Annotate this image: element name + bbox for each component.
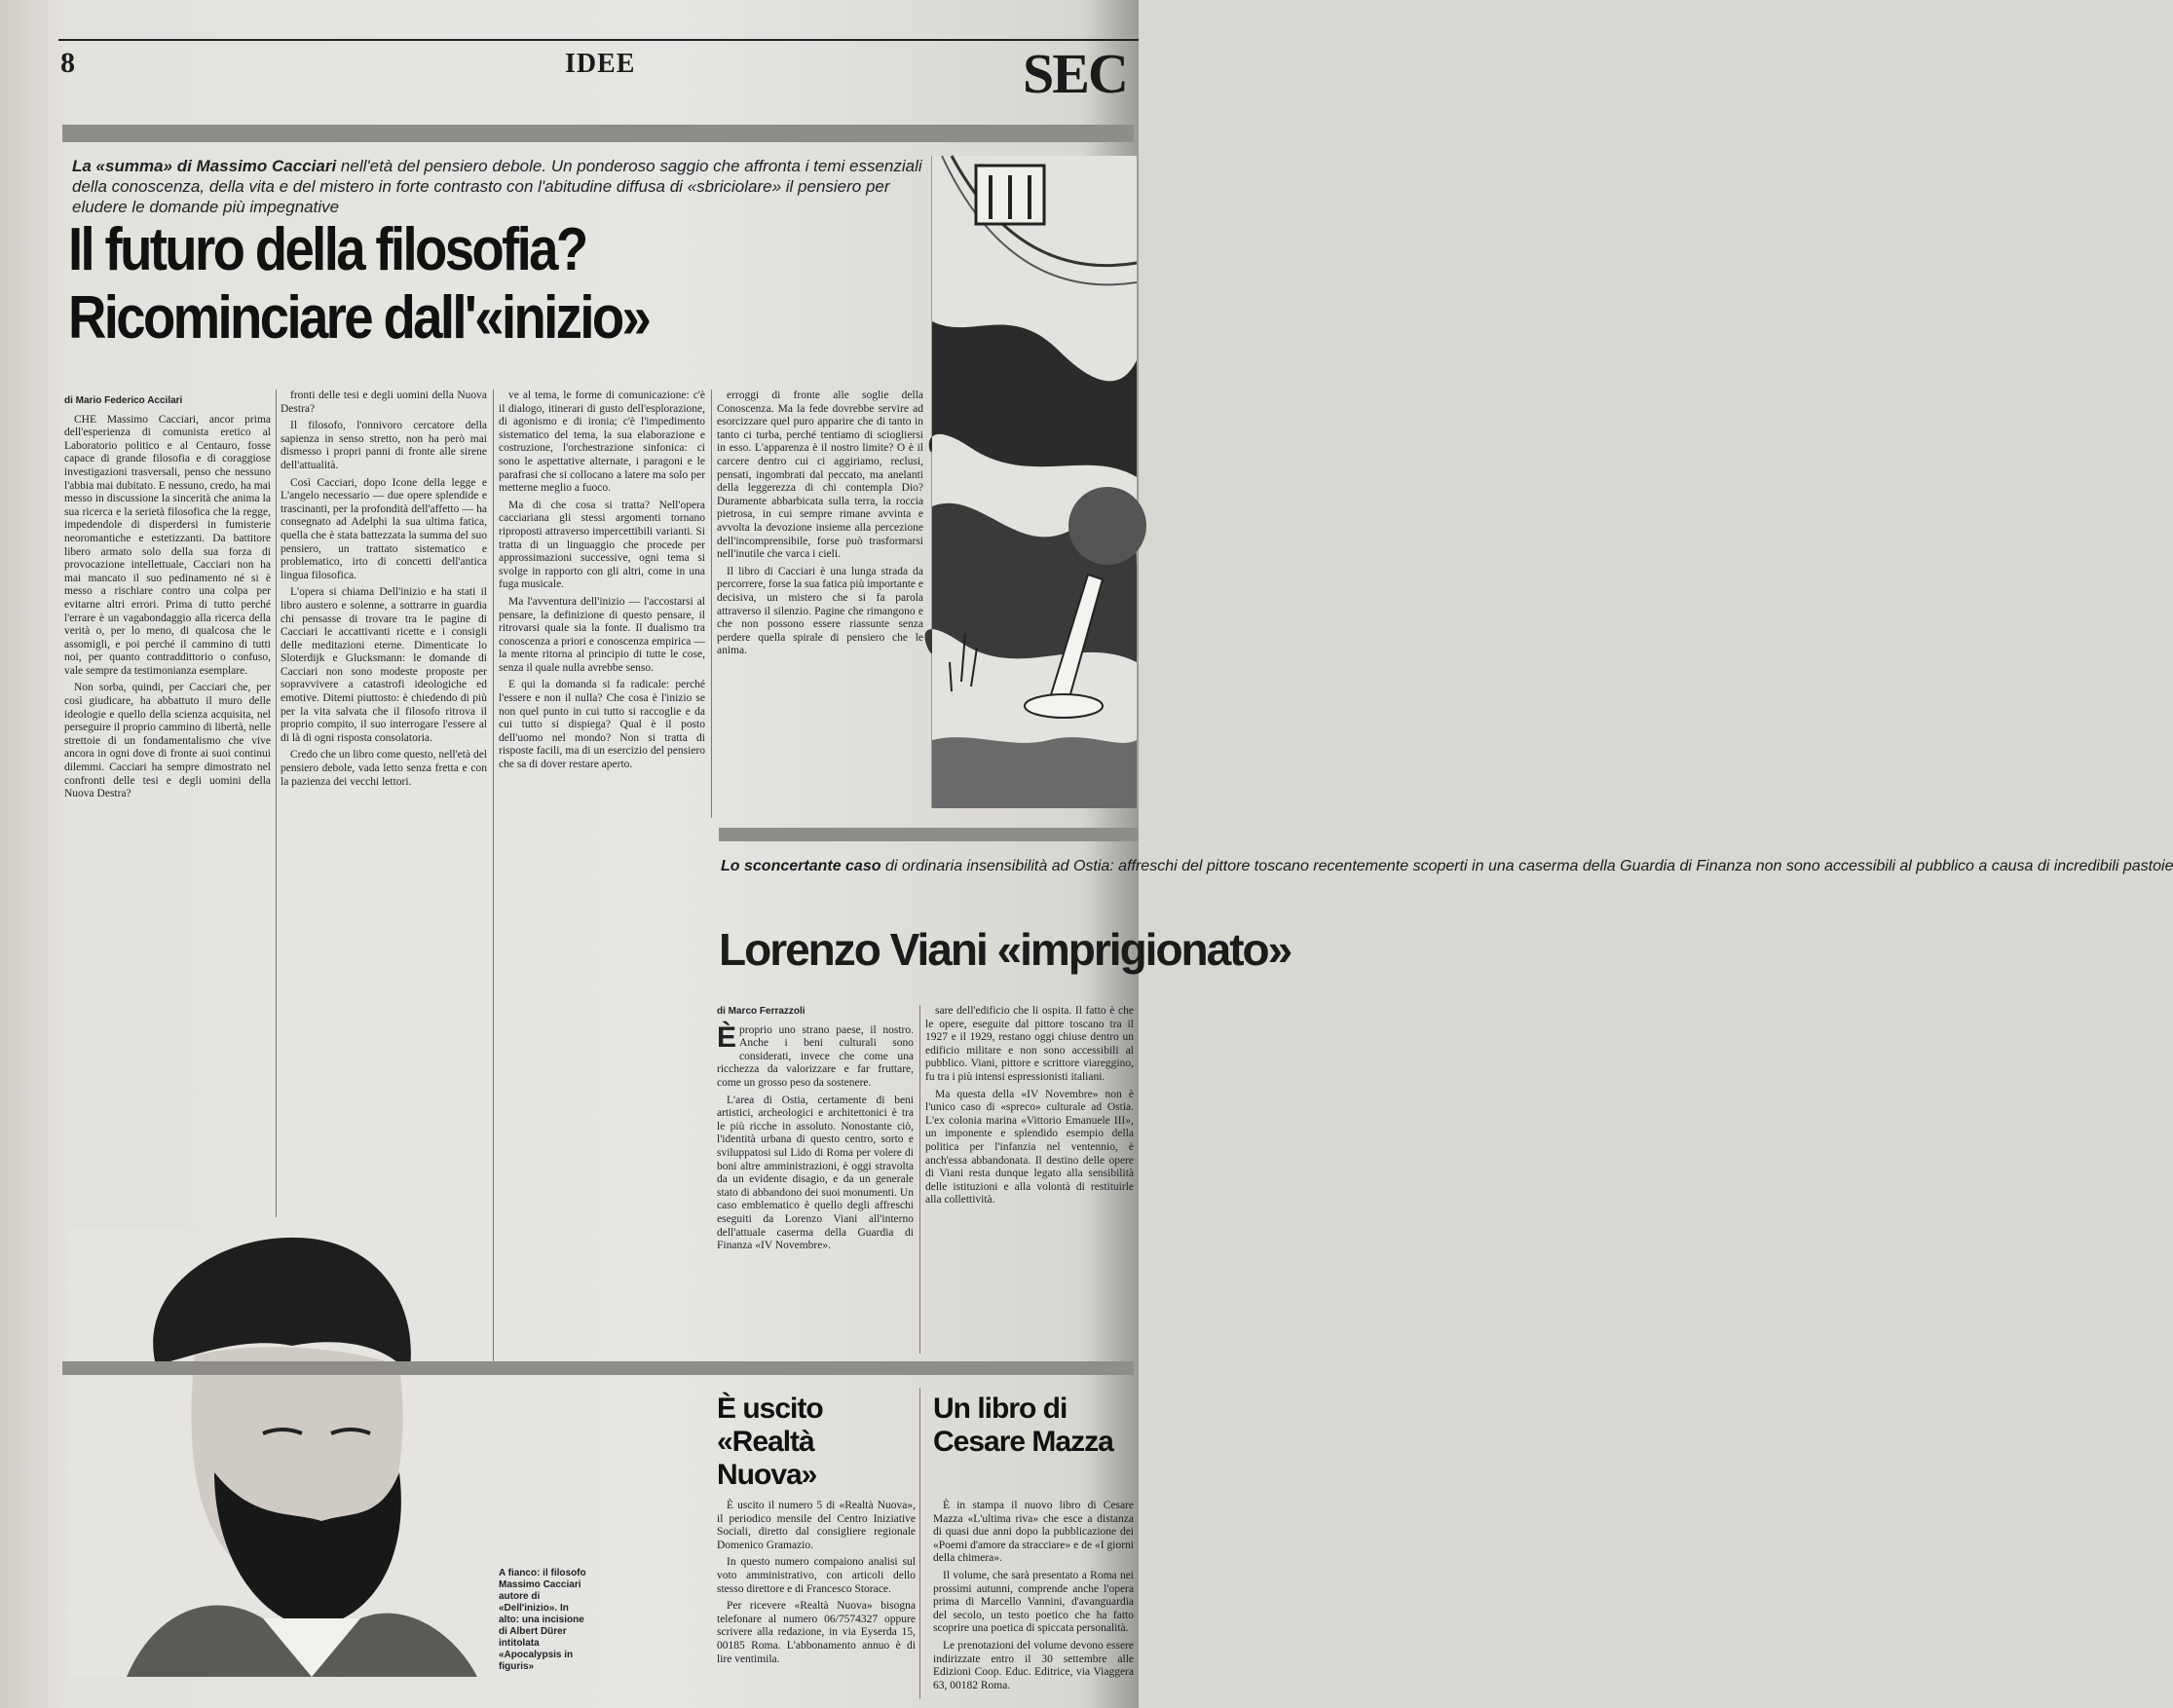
kicker-bold: La «summa» di Massimo Cacciari bbox=[72, 157, 337, 175]
viani-column-1 bbox=[717, 1005, 914, 1354]
column-rule bbox=[276, 390, 277, 1217]
viani-band bbox=[719, 828, 1138, 841]
photo-caption: A fianco: il filosofo Massimo Cacciari autore di «Dell'inizio». In alto: una incisione di Albert Dürer intitolata «Apocalypsis in figuris» bbox=[499, 1568, 586, 1672]
article-kicker bbox=[72, 156, 929, 217]
box1-para: È uscito il numero 5 di «Realtà Nuova», il periodico mensile del Centro Iniziative Sociali, diretto dal consigliere regionale Domenico Gramazio. bbox=[717, 1500, 916, 1551]
realta-nuova-body bbox=[717, 1500, 916, 1694]
section-band bbox=[62, 125, 1134, 142]
top-rule bbox=[58, 39, 1139, 41]
column-rule bbox=[919, 1388, 920, 1699]
viani-para: Ma questa della «IV Novembre» non è l'unico caso di «spreco» culturale ad Ostia. L'ex colonia marina «Vittorio Emanuele III», un imponente e splendido esempio della politica per l'infanzia nel ventennio, è anch'essa abbandonata. Il destino delle opere di Viani resta dunque legato alla sensibilità delle istituzioni e alla volontà di restituirle alla collettività. bbox=[925, 1088, 1134, 1207]
col3-para: ve al tema, le forme di comunicazione: c'è il dialogo, itinerari di gusto dell'esplorazione, di agonismo e di ironia; c'è l'impedimento sistematico del tema, la sua elaborazione e costruzione, l'orchestrazione sinfonica: ci sono le aspettative alternate, i paragoni e le parafrasi che si collocano a latere ma solo per metterne meglio a fuoco. bbox=[499, 390, 705, 495]
box2-para: Le prenotazioni del volume devono essere indirizzate entro il 30 settembre alle Edizioni Coop. Educ. Editrice, via Viaggera 63, 00182 Roma. bbox=[933, 1639, 1134, 1691]
viani-kicker-bold: Lo sconcertante caso bbox=[721, 858, 881, 874]
col3-para: Ma di che cosa si tratta? Nell'opera cacciariana gli stessi argomenti tornano riproposti attraverso impercettibili varianti. Si tratta di un linguaggio che procede per approssimazioni successive, ogni tema si svolge in rapporto con gli altri, come in una fuga musicale. bbox=[499, 499, 705, 591]
viani-column-2 bbox=[925, 1005, 1134, 1354]
col2-para: Il filosofo, l'onnivoro cercatore della sapienza in senso stretto, non ha però mai dismesso i propri panni di fronte alle sirene dell'attualità. bbox=[281, 420, 487, 471]
col3-para: E qui la domanda si fa radicale: perché l'essere e non il nulla? Che cosa è l'inizio se non quel punto in cui tutto si raccoglie e da cui tutto si dispiega? Qual è il posto dell'uomo nel mondo? Non si tratta di risposte facili, ma di un esercizio del pensiero che sa di dover restare aperto. bbox=[499, 679, 705, 771]
article-column-1 bbox=[64, 394, 271, 1215]
kicker-rest: nell'età del pensiero debole. Un ponderoso saggio che affronta i temi essenziali della conoscenza, della vita e del mistero in forte contrasto con l'abitudine diffusa di «sbriciolare» il pensiero per eludere le domande più impegnative bbox=[72, 157, 922, 216]
cacciari-portrait-photo bbox=[68, 1229, 477, 1677]
viani-headline: Lorenzo Viani «imprigionato» bbox=[719, 924, 1292, 975]
lower-band bbox=[62, 1361, 1134, 1375]
viani-para: proprio uno strano paese, il nostro. Anche i beni culturali sono considerati, invece che come una ricchezza da valorizzare e far fruttare, come un grosso peso da sostenere. bbox=[717, 1023, 914, 1089]
realta-nuova-title: È uscito «Realtà Nuova» bbox=[717, 1392, 823, 1491]
column-rule bbox=[493, 390, 494, 1363]
col2-para: L'opera si chiama Dell'inizio e ha stati il libro austero e solenne, a sottrarre in guardia chi pensasse di trovare tra le pagine di Cacciari le accattivanti ricette e i consigli delle meditazioni eterne. Dimenticate lo Sloterdijk e Glucksmann: le domande di Cacciari non sono modeste proposte per sopravvivere a catastrofi ideologiche ed emotive. Ditemi piuttosto: è chiedendo di più per la vita salvata che il filosofo ritrova il proprio compito, il suo interrogare l'essere al di là di ogni risposta consolatoria. bbox=[281, 586, 487, 744]
article-column-2 bbox=[281, 390, 487, 1217]
viani-para: sare dell'edificio che li ospita. Il fatto è che le opere, eseguite dal pittore toscano tra il 1927 e il 1929, restano oggi chiuse dentro un edificio militare e non sono accessibili al pubblico. Viani, pittore e scrittore viareggino, fu tra i più intensi espressionisti italiani. bbox=[925, 1005, 1134, 1083]
headline-line-2: Ricominciare dall'«inizio» bbox=[68, 284, 650, 352]
box2-para: Il volume, che sarà presentato a Roma nei prossimi autunni, comprende anche l'opera prima di Marcello Vannini, d'avanguardia del secolo, un testo poetico che ha fatto scoprire una poetica di spiccata personalità. bbox=[933, 1569, 1134, 1635]
engraving-drawing bbox=[932, 156, 1137, 808]
box2-para: È in stampa il nuovo libro di Cesare Mazza «L'ultima riva» che esce a distanza di quasi due anni dopo la pubblicazione dei «Poemi d'amore da stracciare» e de «I giorni della chimera». bbox=[933, 1500, 1134, 1565]
box1-para: In questo numero compaiono analisi sul voto amministrativo, con articoli dello stesso direttore e di Francesco Storace. bbox=[717, 1556, 916, 1595]
article-column-4 bbox=[717, 390, 923, 810]
col4-para: Il libro di Cacciari è una lunga strada da percorrere, forse la sua fatica più importante e decisiva, un mistero che si fa parola attraverso il silenzio. Pagine che rimangono e che non possono essere riassunte senza perdere quella spirale di pensiero che le anima. bbox=[717, 565, 924, 657]
section-name: IDEE bbox=[565, 49, 636, 79]
col2-para: Credo che un libro come questo, nell'età del pensiero debole, vada letto senza fretta e con la pazienza dei vecchi lettori. bbox=[281, 749, 487, 788]
col1-para: Non sorba, quindi, per Cacciari che, per così giudicare, ha abbattuto il muro delle ideologie e quello della scienza acquisita, nel perseguire il proprio cammino di libertà, nelle strettoie di un fondamentalismo che vive ancora in ogni dove di fronte ai suoi continui dilemmi. Cacciari ha sempre dimostrato nel confronti delle tesi e degli uomini della Nuova Destra? bbox=[64, 682, 271, 800]
viani-dropcap: È bbox=[717, 1021, 737, 1054]
column-rule bbox=[919, 1005, 920, 1354]
page-number: 8 bbox=[60, 47, 75, 79]
viani-para: L'area di Ostia, certamente di beni artistici, archeologici e architettonici è tra le più ricche in assoluto. Nonostante ciò, l'identità urbana di questo centro, sorto e sviluppatosi sul Lido di Roma per volere di boni altre amministrazioni, è oggi stravolta da un evidente disagio, e da un generale stato di abbandono dei suoi monumenti. Un caso emblematico è quello degli affreschi eseguiti da Lorenzo Viani all'interno dell'attuale caserma della Guardia di Finanza «IV Novembre». bbox=[717, 1094, 914, 1252]
article-headline bbox=[68, 216, 822, 353]
column-rule bbox=[711, 390, 712, 818]
masthead-fragment: SEC bbox=[1023, 42, 1127, 105]
viani-kicker-rest: di ordinaria insensibilità ad Ostia: affreschi del pittore toscano recentemente scoperti in una caserma della Guardia di Finanza non sono accessibili al pubblico a causa di incredibili pastoie bbox=[880, 858, 2173, 874]
portrait-drawing bbox=[68, 1229, 477, 1677]
viani-byline: di Marco Ferrazzoli bbox=[717, 1006, 806, 1017]
col4-para: erroggi di fronte alle soglie della Conoscenza. Ma la fede dovrebbe servire ad esorcizzare quel puro apparire che di tanto in tanto ci turba, perché tentiamo di sciogliersi in esso. L'apparenza è il nostro limite? O è il carcere dentro cui ci aggiriamo, reclusi, pensati, ingombrati dal peccato, ma anelanti della leggerezza di chi contempla Dio? Duramente abbarbicata sulla terra, la roccia pietrosa, in cui sempre rimane avvinta e avvolta la devozione insieme alla percezione dell'incomprensibile, forse può trasformarsi nell'inutile che varca i cieli. bbox=[717, 390, 923, 561]
headline-line-1: Il futuro della filosofia? bbox=[68, 216, 586, 283]
cesare-mazza-title: Un libro di Cesare Mazza bbox=[933, 1392, 1113, 1458]
article-column-3 bbox=[499, 390, 705, 1358]
col2-para: Così Cacciari, dopo Icone della legge e L'angelo necessario — due opere splendide e trascinanti, per la profondità dell'affetto — ha consegnato ad Adelphi la sua ultima fatica, quella che è stata battezzata la summa del suo pensiero, un trattato sistematico e problematico, irto di concetti dell'antica lingua filosofica. bbox=[281, 476, 487, 581]
cesare-mazza-body bbox=[933, 1500, 1134, 1694]
durer-engraving-illustration bbox=[931, 156, 1137, 808]
col1-para: CHE Massimo Cacciari, ancor prima dell'esperienza di comunista eretico al Laboratorio politico e al Centauro, fosse capace di grande filosofia e di coraggiose investigazioni trasversali, penso che nessuno l'abbia mai dubitato. E nessuno, credo, ha mai messo in discussione la sincerità che anima la sua ricerca e la serietà filosofica che la regge, impedendole di disperdersi in fumisterie neoromantiche e estetizzanti. Da battitore libero armato solo della sua forza di provocazione intellettuale, Cacciari non ha mai mancato il suo pedinamento né si è messo a rischiare contro una colpa per evitarne altri errori. Prima di tutto perché l'errare è un vagabondaggio alla ricerca della verità o, per lo meno, di qualcosa che le assomigli, e poi perché il cammino di tutti noi, per quanto contraddittorio o confuso, vale sempre da testimonianza esemplare. bbox=[64, 413, 271, 677]
article-byline: di Mario Federico Accilari bbox=[64, 395, 183, 406]
col3-para: Ma l'avventura dell'inizio — l'accostarsi al pensare, la definizione di questo pensare, il ritrovarsi quale sia la fonte. Il dualismo tra conoscenza a priori e conoscenza empirica — la mente ritorna al principio di tutte le cose, senza il quale nulla avrebbe senso. bbox=[499, 595, 705, 674]
viani-kicker bbox=[721, 857, 2173, 876]
col2-para: fronti delle tesi e degli uomini della Nuova Destra? bbox=[281, 390, 487, 415]
box1-para: Per ricevere «Realtà Nuova» bisogna telefonare al numero 06/7574327 oppure scrivere alla redazione, in via Eyserda 15, 00185 Roma. L'abbonamento annuo è di lire ventimila. bbox=[717, 1600, 916, 1665]
